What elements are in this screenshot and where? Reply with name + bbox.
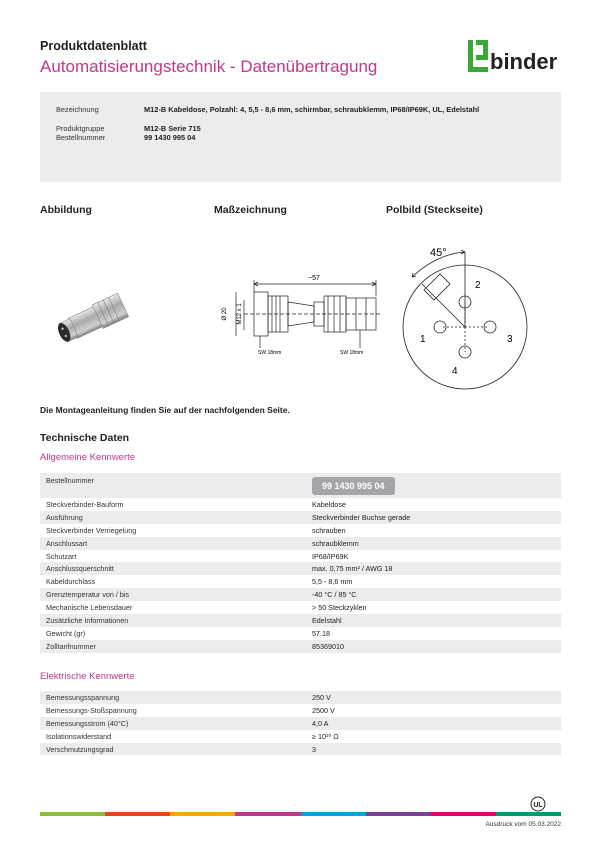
spec-label: Verschmutzungsgrad	[40, 743, 306, 756]
dim-sw1: SW 18mm	[258, 350, 282, 356]
general-specs-table	[40, 473, 561, 653]
spec-value: 85369010	[306, 640, 561, 653]
footer-color-segment	[40, 812, 105, 816]
pin-label-3: 3	[507, 334, 513, 345]
spec-label: Bemessungs-Stoßspannung	[46, 705, 137, 715]
spec-label: Mechanische Lebensdauer	[46, 603, 133, 613]
info-value-bestellnummer: 99 1430 995 04	[144, 133, 196, 142]
spec-label: Schutzart	[46, 551, 77, 561]
doc-type: Produktdatenblatt	[40, 39, 147, 53]
spec-value: > 50 Steckzyklen	[312, 603, 367, 613]
product-image	[52, 285, 138, 351]
footer-color-segment	[301, 812, 366, 816]
table-row	[40, 588, 561, 601]
spec-label: Ausführung	[40, 511, 306, 524]
pin-label-1: 1	[420, 334, 426, 345]
spec-value: 250 V	[306, 691, 561, 704]
polbild-angle: 45°	[430, 247, 447, 259]
table-row	[40, 640, 561, 653]
general-section-title: Allgemeine Kennwerte	[40, 452, 136, 463]
heading-abbildung: Abbildung	[40, 204, 92, 216]
spec-value: -40 °C / 85 °C	[306, 588, 561, 601]
table-row	[40, 627, 561, 640]
assembly-note: Die Montageanleitung finden Sie auf der nachfolgenden Seite.	[40, 405, 290, 415]
dim-sw2: SW 18mm	[340, 350, 364, 356]
spec-value: 57.18	[312, 628, 330, 638]
spec-value: schrauben	[312, 525, 346, 535]
spec-label: Kabeldurchlass	[46, 577, 96, 587]
spec-label: Anschlussart	[40, 537, 306, 550]
footer-color-bar	[40, 812, 561, 816]
spec-label: Bemessungsspannung	[40, 691, 306, 704]
spec-value: 5,5 - 8,6 mm	[312, 577, 353, 587]
spec-value: max. 0,75 mm² / AWG 18	[306, 562, 561, 575]
info-label-bezeichnung: Bezeichnung	[56, 105, 99, 114]
info-value-bezeichnung: M12-B Kabeldose, Polzahl: 4, 5,5 - 8,6 mm, schirmbar, schraubklemm, IP68/IP69K, UL, Edelstahl	[144, 105, 480, 114]
table-row	[40, 614, 561, 627]
table-row	[40, 691, 561, 704]
footer-color-segment	[431, 812, 496, 816]
table-row	[40, 730, 561, 743]
spec-value: 4,0 A	[306, 717, 561, 730]
spec-value: Steckverbinder Buchse gerade	[306, 511, 561, 524]
spec-value: 2500 V	[312, 705, 335, 715]
logo-text: binder	[490, 49, 558, 72]
spec-value: IP68/IP69K	[312, 551, 349, 561]
table-row	[40, 537, 561, 550]
dim-length: ~57	[308, 275, 320, 282]
spec-label: Steckverbinder-Bauform	[46, 499, 124, 509]
table-row	[40, 743, 561, 756]
footer-color-segment	[496, 812, 561, 816]
table-row	[40, 704, 561, 717]
svg-text:UL: UL	[533, 802, 543, 809]
footer-color-segment	[105, 812, 170, 816]
spec-label: Isolationswiderstand	[46, 731, 112, 741]
table-row	[40, 473, 561, 498]
electrical-specs-table	[40, 691, 561, 755]
spec-label: Anschlussquerschnitt	[40, 562, 306, 575]
info-label-bestellnummer: Bestellnummer	[56, 133, 106, 142]
table-row	[40, 601, 561, 614]
table-row	[40, 717, 561, 730]
spec-label: Grenztemperatur von / bis	[40, 588, 306, 601]
table-row	[40, 575, 561, 588]
spec-value: Edelstahl	[306, 614, 561, 627]
spec-label: Bemessungsstrom (40°C)	[40, 717, 306, 730]
table-row	[40, 524, 561, 537]
footer-color-segment	[235, 812, 300, 816]
order-number-label: Bestellnummer	[40, 473, 306, 498]
footer-color-segment	[170, 812, 235, 816]
spec-value: ≥ 10¹⁰ Ω	[312, 731, 339, 741]
spec-label: Gewicht (gr)	[46, 628, 86, 638]
ul-certification-icon	[526, 796, 550, 812]
heading-masszeichnung: Maßzeichnung	[214, 204, 287, 216]
dim-thread: M12 x 1	[237, 303, 243, 325]
tech-data-title: Technische Daten	[40, 432, 130, 444]
spec-value: Kabeldose	[312, 499, 346, 509]
pin-layout-diagram	[392, 232, 532, 392]
table-row	[40, 550, 561, 563]
spec-label: Zusätzliche Informationen	[40, 614, 306, 627]
category-title: Automatisierungstechnik - Datenübertragung	[40, 57, 378, 76]
spec-label: Steckverbinder Verriegelung	[46, 525, 137, 535]
electrical-section-title: Elektrische Kennwerte	[40, 671, 135, 682]
print-date: Ausdruck vom 05.03.2022	[485, 821, 561, 828]
table-row	[40, 498, 561, 511]
product-info-box	[40, 92, 561, 182]
heading-polbild: Polbild (Steckseite)	[386, 204, 483, 216]
footer-color-segment	[366, 812, 431, 816]
order-number-badge: 99 1430 995 04	[312, 477, 395, 495]
spec-label: Zolltarifnummer	[40, 640, 306, 653]
dim-diameter: Ø 20	[222, 307, 228, 321]
table-row	[40, 511, 561, 524]
spec-value: schraubklemm	[306, 537, 561, 550]
pin-label-4: 4	[452, 366, 458, 377]
spec-value: 3	[306, 743, 561, 756]
pin-label-2: 2	[475, 280, 481, 291]
info-label-produktgruppe: Produktgruppe	[56, 124, 105, 133]
binder-logo	[468, 40, 564, 72]
table-row	[40, 562, 561, 575]
info-value-produktgruppe: M12-B Serie 715	[144, 124, 201, 133]
dimension-drawing	[214, 268, 384, 358]
